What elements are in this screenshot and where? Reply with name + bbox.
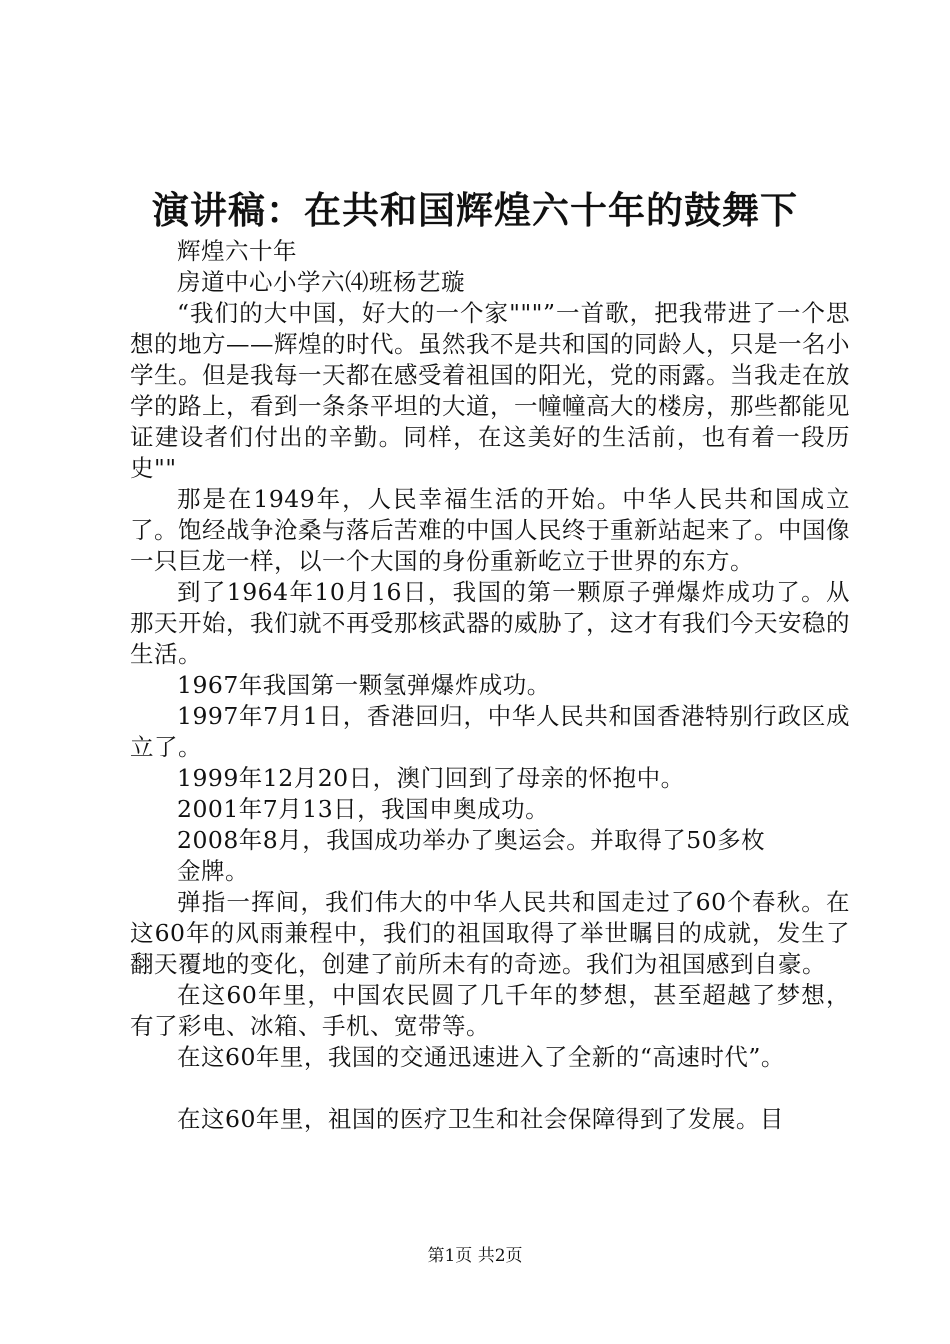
page-footer: 第1页 共2页 [427,1246,523,1266]
paragraph: 弹指一挥间，我们伟大的中华人民共和国走过了60个春秋。在这60年的风雨兼程中，我们的祖国取得了举世瞩目的成就，发生了翻天覆地的变化，创建了前所未有的奇迹。我们为祖国感到自豪。 [130,888,850,978]
paragraph-continuation: 金牌。 [177,857,249,885]
paragraph: 那是在1949年，人民幸福生活的开始。中华人民共和国成立了。饱经战争沧桑与落后苦难的中国人民终于重新站起来了。中国像一只巨龙一样，以一个大国的身份重新屹立于世界的东方。 [130,485,850,575]
paragraph: “我们的大中国，好大的一个家"""”一首歌，把我带进了一个思想的地方——辉煌的时代。虽然我不是共和国的同龄人，只是一名小学生。但是我每一天都在感受着祖国的阳光，党的雨露。当我走在放学的路上，看到一条条平坦的大道，一幢幢高大的楼房，那些都能见证建设者们付出的辛勤。同样，在这美好的生活前，也有着一段历史"" [130,299,850,482]
paragraph: 1997年7月1日，香港回归，中华人民共和国香港特别行政区成立了。 [130,702,850,761]
document-title: 演讲稿：在共和国辉煌六十年的鼓舞下 [152,188,798,232]
subtitle: 辉煌六十年 [177,237,297,265]
paragraph: 2001年7月13日，我国申奥成功。 [177,795,550,823]
paragraph: 2008年8月，我国成功举办了奥运会。并取得了50多枚 [177,826,766,854]
document-body [130,236,850,1135]
paragraph: 在这60年里，祖国的医疗卫生和社会保障得到了发展。目 [177,1105,784,1133]
paragraph: 1999年12月20日，澳门回到了母亲的怀抱中。 [177,764,685,792]
paragraph: 在这60年里，中国农民圆了几千年的梦想，甚至超越了梦想，有了彩电、冰箱、手机、宽带等。 [130,981,850,1040]
paragraph: 到了1964年10月16日，我国的第一颗原子弹爆炸成功了。从那天开始，我们就不再受那核武器的威胁了，这才有我们今天安稳的生活。 [130,578,850,668]
paragraph: 1967年我国第一颗氢弹爆炸成功。 [177,671,551,699]
paragraph: 在这60年里，我国的交通迅速进入了全新的“高速时代”。 [177,1043,785,1071]
author-line: 房道中心小学六⑷班杨艺璇 [177,268,465,296]
